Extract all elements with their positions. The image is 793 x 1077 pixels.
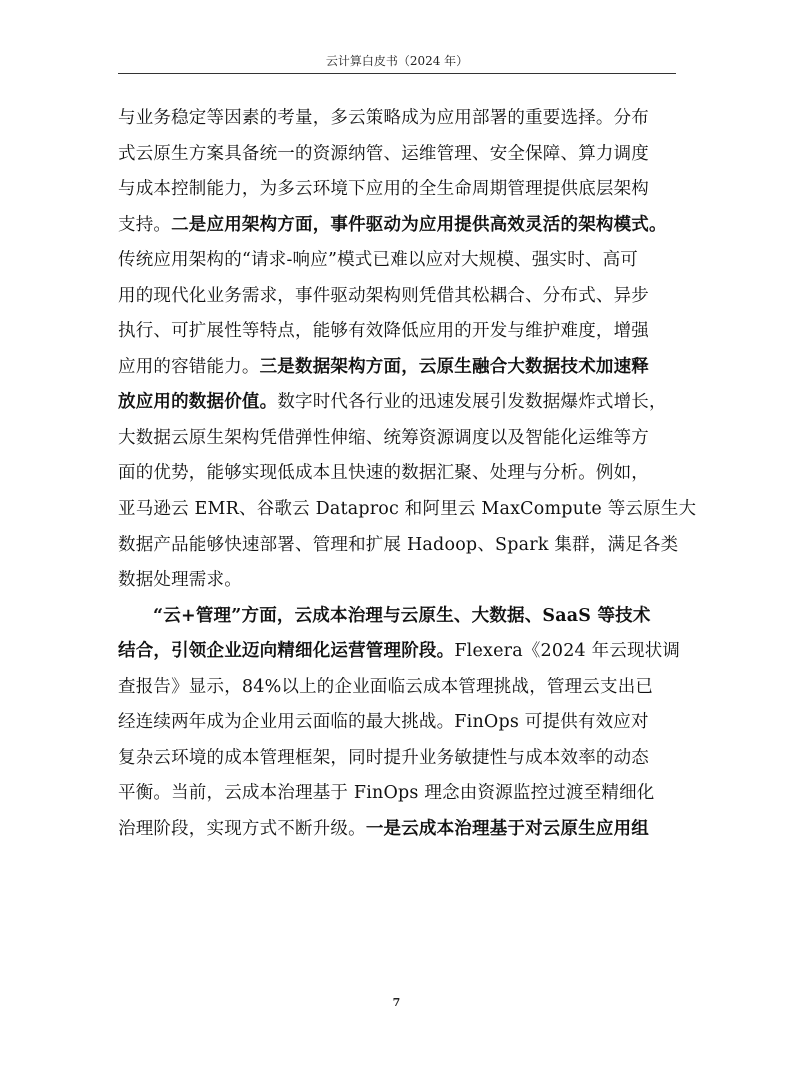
text-line xyxy=(118,243,676,279)
text-line xyxy=(118,208,676,244)
bold-text-segment: 结合，引领企业迈向精细化运营管理阶段。 xyxy=(118,641,455,662)
text-line xyxy=(118,279,676,315)
text-segment: 治理阶段，实现方式不断升级。 xyxy=(118,818,366,839)
text-segment: 应用的容错能力。 xyxy=(118,356,260,377)
bold-text-segment: 三是数据架构方面，云原生融合大数据技术加速释 xyxy=(259,356,650,377)
text-line xyxy=(118,492,697,528)
text-segment: 数据产品能够快速部署、管理和扩展 Hadoop、Spark 集群，满足各类 xyxy=(118,534,679,555)
text-segment: 大数据云原生架构凭借弹性伸缩、统筹资源调度以及智能化运维等方 xyxy=(118,427,649,448)
text-line xyxy=(118,776,676,812)
text-segment: 复杂云环境的成本管理框架，同时提升业务敏捷性与成本效率的动态 xyxy=(118,747,649,768)
text-line xyxy=(118,634,681,670)
text-line xyxy=(118,812,676,848)
text-line xyxy=(118,456,676,492)
text-segment: 式云原生方案具备统一的资源纳管、运维管理、安全保障、算力调度 xyxy=(118,143,649,164)
header-title: 云计算白皮书（2024 年） xyxy=(325,54,469,68)
text-line xyxy=(118,172,676,208)
header-divider xyxy=(118,73,676,74)
page-header xyxy=(118,53,676,69)
text-segment: 与成本控制能力，为多云环境下应用的全生命周期管理提供底层架构 xyxy=(118,179,649,200)
text-line xyxy=(118,421,676,457)
text-segment: 传统应用架构的“请求-响应”模式已难以应对大规模、强实时、高可 xyxy=(118,250,639,271)
bold-text-segment: 一是云成本治理基于对云原生应用组 xyxy=(365,818,650,839)
text-line xyxy=(118,599,676,635)
bold-text-segment: 放应用的数据价值。 xyxy=(118,392,278,413)
text-line xyxy=(118,741,676,777)
bold-text-segment: “云+管理”方面，云成本治理与云原生、大数据、SaaS 等技术 xyxy=(153,605,651,626)
text-line xyxy=(118,385,676,421)
page-number: 7 xyxy=(392,996,401,1009)
text-segment: Flexera《2024 年云现状调 xyxy=(454,641,681,662)
text-line xyxy=(118,137,676,173)
text-segment: 用的现代化业务需求，事件驱动架构则凭借其松耦合、分布式、异步 xyxy=(118,285,649,306)
text-line xyxy=(118,101,676,137)
body-text xyxy=(118,101,697,847)
text-segment: 支持。 xyxy=(118,214,172,235)
text-segment: 数字时代各行业的迅速发展引发数据爆炸式增长， xyxy=(277,392,667,413)
text-segment: 查报告》显示，84%以上的企业面临云成本管理挑战，管理云支出已 xyxy=(118,676,654,697)
text-segment: 平衡。当前，云成本治理基于 FinOps 理念由资源监控过渡至精细化 xyxy=(118,783,655,804)
bold-text-segment: 二是应用架构方面，事件驱动为应用提供高效灵活的架构模式。 xyxy=(171,214,667,235)
text-segment: 数据处理需求。 xyxy=(118,570,242,591)
text-line xyxy=(118,563,676,599)
text-segment: 面的优势，能够实现低成本且快速的数据汇聚、处理与分析。例如， xyxy=(118,463,649,484)
text-line xyxy=(118,705,676,741)
text-segment: 执行、可扩展性等特点，能够有效降低应用的开发与维护难度，增强 xyxy=(118,321,649,342)
text-segment: 经连续两年成为企业用云面临的最大挑战。FinOps 可提供有效应对 xyxy=(118,712,649,733)
text-line xyxy=(118,528,679,564)
text-segment: 亚马逊云 EMR、谷歌云 Dataproc 和阿里云 MaxCompute 等云原生大 xyxy=(118,499,697,520)
text-line xyxy=(118,314,676,350)
text-line xyxy=(118,670,676,706)
text-line xyxy=(118,350,676,386)
text-segment: 与业务稳定等因素的考量，多云策略成为应用部署的重要选择。分布 xyxy=(118,108,649,128)
